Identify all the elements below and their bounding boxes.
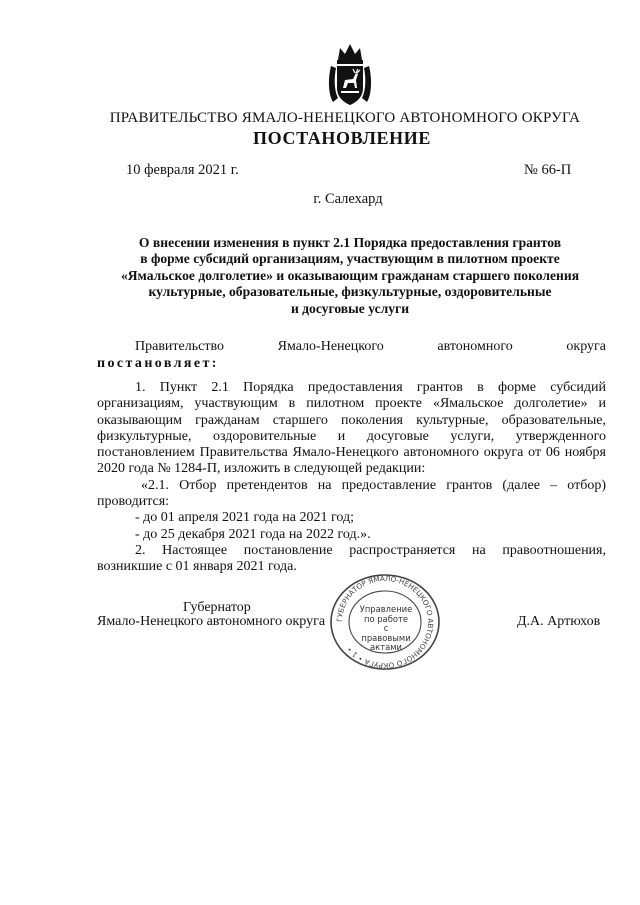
stamp-line: по работе: [363, 613, 409, 624]
title-line: О внесении изменения в пункт 2.1 Порядка предоставления грантов: [138, 235, 562, 250]
document-number: № 66-П: [524, 162, 572, 178]
organization-name: ПРАВИТЕЛЬСТВО ЯМАЛО-НЕНЕЦКОГО АВТОНОМНОГО ОКРУГА: [109, 110, 581, 126]
preamble-word: автономного: [437, 339, 513, 354]
title-line: культурные, образовательные, физкультурные, оздоровительные: [148, 284, 552, 300]
document-date: 10 февраля 2021 г.: [126, 162, 239, 178]
signer-name: Д.А. Артюхов: [517, 614, 601, 629]
title-line: в форме субсидий организациям, участвующим в пилотном проекте: [140, 251, 560, 267]
document-title: [90, 235, 610, 317]
signer-position-line-1: Губернатор: [183, 600, 251, 615]
stamp-line: Управление: [359, 604, 413, 614]
preamble: [97, 338, 606, 372]
preamble-verb: постановляет:: [97, 356, 219, 371]
stamp-ring-text: ГУБЕРНАТОР ЯМАЛО-НЕНЕЦКОГО АВТОНОМНОГО ОКРУГА • 1 •: [334, 573, 436, 671]
stamp-center-text: [358, 605, 414, 653]
document-body: [97, 380, 606, 576]
paragraph-1: 1. Пункт 2.1 Порядка предоставления грантов в форме субсидий организациям, участвующим в пилотном проекте «Ямальское долголетие» и оказывающим гражданам старшего поколения культурные, образовательные, физкультурные, оздоровительные и досуговые услуги, утвержденного постановлением Правительства Ямало-Ненецкого автономного округа от 06 ноября 2020 года № 1284-П, изложить в следующей редакции:: [97, 380, 606, 477]
list-item: - до 25 декабря 2021 года на 2022 год.».: [135, 526, 371, 542]
stamp-line: актами: [370, 642, 402, 653]
document-type: ПОСТАНОВЛЕНИЕ: [253, 128, 431, 148]
document-city: г. Салехард: [313, 191, 383, 207]
preamble-word: Ямало-Ненецкого: [277, 339, 384, 354]
coat-of-arms-icon: [327, 42, 373, 108]
title-line: и досуговые услуги: [290, 300, 410, 316]
preamble-word: округа: [566, 339, 606, 354]
preamble-word: Правительство: [135, 339, 224, 354]
signer-position-line-2: Ямало-Ненецкого автономного округа: [97, 614, 326, 629]
list-item: - до 01 апреля 2021 года на 2021 год;: [135, 510, 354, 526]
title-line: «Ямальское долголетие» и оказывающим гражданам старшего поколения: [120, 267, 580, 283]
paragraph-2: 2. Настоящее постановление распространяется на правоотношения, возникшие с 01 января 2021 года.: [97, 542, 606, 575]
stamp-line: с правовыми: [361, 623, 411, 643]
preamble-subject: [97, 338, 606, 355]
paragraph-quote: «2.1. Отбор претендентов на предоставление грантов (далее – отбор) проводится:: [97, 477, 606, 510]
